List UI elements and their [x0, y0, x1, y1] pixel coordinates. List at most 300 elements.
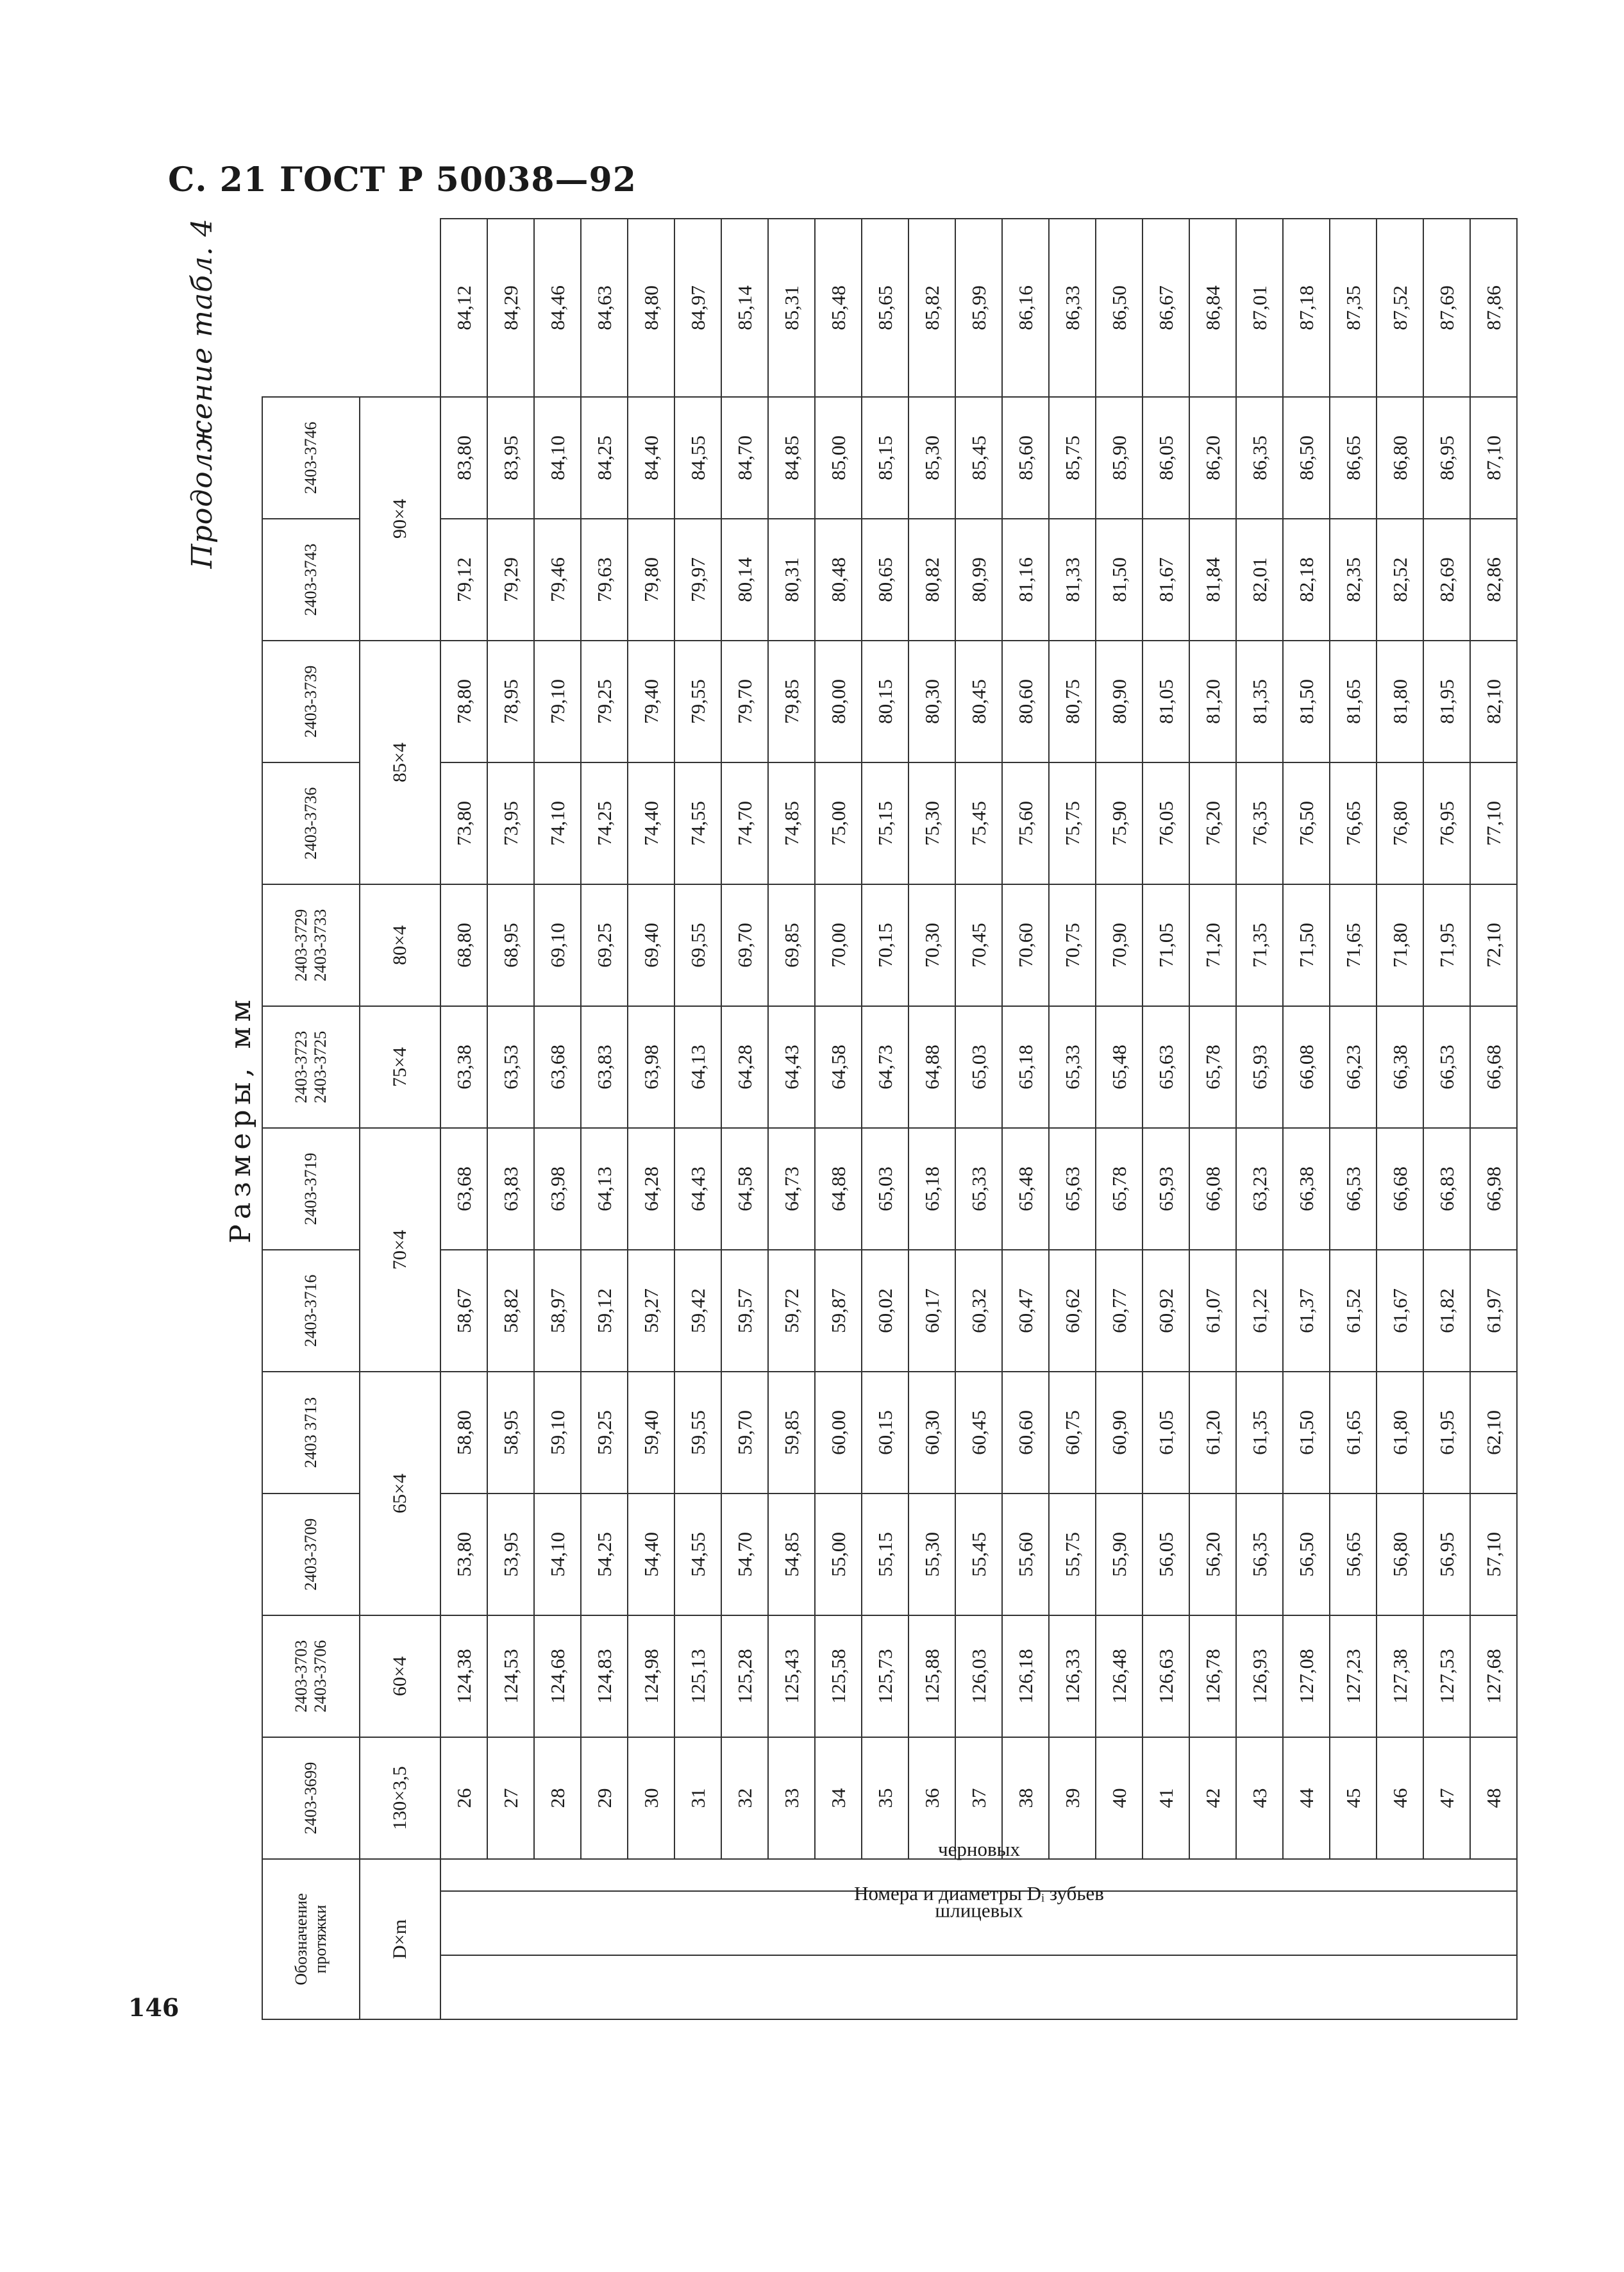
diameter-cell: 87,86 — [1470, 219, 1517, 397]
diameter-cell: 74,70 — [721, 762, 768, 884]
diameter-cell: 55,75 — [1049, 1494, 1096, 1615]
diameter-cell: 82,86 — [1470, 519, 1517, 641]
diameter-cell: 69,25 — [581, 884, 628, 1006]
diameter-cell: 87,52 — [1377, 219, 1423, 397]
diameter-cell: 65,93 — [1143, 1128, 1189, 1250]
column-code — [262, 519, 360, 641]
diameter-cell: 54,55 — [674, 1494, 721, 1615]
diameter-cell: 60,45 — [955, 1372, 1002, 1494]
diameter-cell: 86,95 — [1423, 397, 1470, 519]
column-code — [262, 1372, 360, 1494]
diameter-cell: 60,62 — [1049, 1250, 1096, 1372]
tooth-number: 40 — [1096, 1737, 1143, 1859]
diameter-cell: 63,68 — [534, 1006, 581, 1128]
diameter-cell: 81,84 — [1189, 519, 1236, 641]
diameter-cell: 63,53 — [487, 1006, 534, 1128]
diameter-cell: 126,78 — [1189, 1615, 1236, 1737]
diameter-cell: 59,85 — [768, 1372, 815, 1494]
diameter-cell: 55,30 — [908, 1494, 955, 1615]
diameter-cell: 87,69 — [1423, 219, 1470, 397]
rotated-table-area — [186, 218, 1505, 2020]
diameter-cell: 81,33 — [1049, 519, 1096, 641]
column-code-line: 2403-3723 — [292, 1031, 310, 1104]
diameter-cell: 76,35 — [1236, 762, 1283, 884]
diameter-cell: 77,10 — [1470, 762, 1517, 884]
diameter-cell: 66,08 — [1283, 1006, 1330, 1128]
diameter-cell: 65,48 — [1096, 1006, 1143, 1128]
diameter-cell: 61,82 — [1423, 1250, 1470, 1372]
column-code — [262, 1128, 360, 1250]
diameter-cell: 60,75 — [1049, 1372, 1096, 1494]
tooth-number: 35 — [862, 1737, 908, 1859]
diameter-cell: 75,60 — [1002, 762, 1049, 884]
diameter-cell: 86,65 — [1330, 397, 1377, 519]
column-code — [262, 397, 360, 519]
diameter-cell: 87,18 — [1283, 219, 1330, 397]
diameter-cell: 59,12 — [581, 1250, 628, 1372]
diameter-cell: 85,60 — [1002, 397, 1049, 519]
diameter-cell: 87,01 — [1236, 219, 1283, 397]
column-code-line: 2403-3733 — [311, 909, 330, 982]
diameter-cell: 71,80 — [1377, 884, 1423, 1006]
table-row — [1049, 219, 1096, 2019]
diameter-cell: 55,00 — [815, 1494, 862, 1615]
diameter-cell: 60,00 — [815, 1372, 862, 1494]
diameter-cell: 85,14 — [721, 219, 768, 397]
column-code-line: 2403-3709 — [301, 1518, 320, 1591]
tooth-number: 34 — [815, 1737, 862, 1859]
diameter-cell: 74,55 — [674, 762, 721, 884]
diameter-cell: 53,95 — [487, 1494, 534, 1615]
diameter-cell: 61,65 — [1330, 1372, 1377, 1494]
tooth-number: 43 — [1236, 1737, 1283, 1859]
column-code-line: 2403-3739 — [301, 665, 320, 738]
diameter-cell: 55,60 — [1002, 1494, 1049, 1615]
diameter-cell: 61,07 — [1189, 1250, 1236, 1372]
column-code — [262, 1250, 360, 1372]
diameter-cell: 81,67 — [1143, 519, 1189, 641]
diameter-cell: 65,48 — [1002, 1128, 1049, 1250]
diameter-cell: 82,10 — [1470, 641, 1517, 762]
diameter-cell: 66,53 — [1330, 1128, 1377, 1250]
diameter-cell: 126,18 — [1002, 1615, 1049, 1737]
size-cell: 85×4 — [360, 641, 440, 884]
diameter-cell: 65,18 — [908, 1128, 955, 1250]
column-code — [262, 884, 360, 1006]
diameter-cell: 63,98 — [534, 1128, 581, 1250]
diameter-cell: 68,80 — [440, 884, 487, 1006]
diameter-cell: 60,30 — [908, 1372, 955, 1494]
diameter-cell: 86,84 — [1189, 219, 1236, 397]
diameter-cell: 74,10 — [534, 762, 581, 884]
size-cell: 75×4 — [360, 1006, 440, 1128]
diameter-cell: 58,95 — [487, 1372, 534, 1494]
diameter-cell: 79,29 — [487, 519, 534, 641]
diameter-cell: 70,30 — [908, 884, 955, 1006]
diameter-cell: 69,70 — [721, 884, 768, 1006]
tooth-number: 45 — [1330, 1737, 1377, 1859]
diameter-cell: 80,15 — [862, 641, 908, 762]
column-code-line: 2403-3736 — [301, 787, 320, 860]
diameter-cell: 82,52 — [1377, 519, 1423, 641]
diameter-cell: 70,60 — [1002, 884, 1049, 1006]
diameter-cell: 80,48 — [815, 519, 862, 641]
tooth-number: 38 — [1002, 1737, 1049, 1859]
table-row — [1096, 219, 1143, 2019]
diameter-cell: 61,05 — [1143, 1372, 1189, 1494]
diameter-cell: 76,50 — [1283, 762, 1330, 884]
diameter-cell: 82,18 — [1283, 519, 1330, 641]
tooth-number: 31 — [674, 1737, 721, 1859]
diameter-cell: 65,63 — [1049, 1128, 1096, 1250]
diameter-cell: 70,15 — [862, 884, 908, 1006]
diameter-cell: 59,72 — [768, 1250, 815, 1372]
tooth-number: 41 — [1143, 1737, 1189, 1859]
side-label: Номера и диаметры Dᵢ зубьев — [853, 1882, 1104, 1905]
diameter-cell: 85,31 — [768, 219, 815, 397]
diameter-cell: 71,95 — [1423, 884, 1470, 1006]
table-row — [1377, 219, 1423, 2019]
diameter-cell: 81,50 — [1096, 519, 1143, 641]
diameter-cell: 66,08 — [1189, 1128, 1236, 1250]
tooth-number: 36 — [908, 1737, 955, 1859]
diameter-cell: 58,80 — [440, 1372, 487, 1494]
diameter-cell: 73,80 — [440, 762, 487, 884]
tooth-number: 47 — [1423, 1737, 1470, 1859]
diameter-cell: 79,70 — [721, 641, 768, 762]
diameter-cell: 60,92 — [1143, 1250, 1189, 1372]
diameter-cell: 81,20 — [1189, 641, 1236, 762]
splined-label-cell — [440, 1891, 1517, 1955]
diameter-cell: 124,98 — [628, 1615, 674, 1737]
diameter-cell: 81,95 — [1423, 641, 1470, 762]
table-row — [1470, 219, 1517, 2019]
diameter-cell: 60,02 — [862, 1250, 908, 1372]
diameter-cell: 74,25 — [581, 762, 628, 884]
diameter-cell: 54,25 — [581, 1494, 628, 1615]
diameter-cell: 58,82 — [487, 1250, 534, 1372]
diameter-cell: 79,40 — [628, 641, 674, 762]
table-row — [768, 219, 815, 2019]
diameter-cell: 66,38 — [1377, 1006, 1423, 1128]
diameter-cell: 70,75 — [1049, 884, 1096, 1006]
diameter-cell: 58,97 — [534, 1250, 581, 1372]
diameter-cell: 78,80 — [440, 641, 487, 762]
diameter-cell: 68,95 — [487, 884, 534, 1006]
diameter-cell: 73,95 — [487, 762, 534, 884]
diameter-cell: 56,80 — [1377, 1494, 1423, 1615]
diameter-cell: 80,30 — [908, 641, 955, 762]
table-row — [1236, 219, 1283, 2019]
table-row — [1423, 219, 1470, 2019]
diameter-cell: 85,15 — [862, 397, 908, 519]
diameter-cell: 86,80 — [1377, 397, 1423, 519]
tooth-number: 26 — [440, 1737, 487, 1859]
column-code-line: 2403-3719 — [301, 1152, 320, 1225]
diameter-cell: 84,10 — [534, 397, 581, 519]
diameter-cell: 61,50 — [1283, 1372, 1330, 1494]
diameter-cell: 124,53 — [487, 1615, 534, 1737]
column-code-line: 2403-3743 — [301, 543, 320, 616]
tooth-number: 29 — [581, 1737, 628, 1859]
tooth-number: 32 — [721, 1737, 768, 1859]
diameter-cell: 79,55 — [674, 641, 721, 762]
diameter-cell: 60,32 — [955, 1250, 1002, 1372]
tooth-number: 42 — [1189, 1737, 1236, 1859]
diameter-cell: 84,85 — [768, 397, 815, 519]
diameter-cell: 127,68 — [1470, 1615, 1517, 1737]
diameter-cell: 125,73 — [862, 1615, 908, 1737]
diameter-cell: 85,48 — [815, 219, 862, 397]
dm-label: D×m — [360, 1859, 440, 2019]
diameter-cell: 59,10 — [534, 1372, 581, 1494]
diameter-cell: 64,28 — [721, 1006, 768, 1128]
diameter-cell: 61,52 — [1330, 1250, 1377, 1372]
table-row — [487, 219, 534, 2019]
diameter-cell: 84,40 — [628, 397, 674, 519]
diameter-cell: 55,45 — [955, 1494, 1002, 1615]
diameter-cell: 85,82 — [908, 219, 955, 397]
column-code-line: 2403-3706 — [311, 1640, 330, 1713]
column-code-line: 2403 3713 — [301, 1397, 320, 1468]
diameter-cell: 81,80 — [1377, 641, 1423, 762]
diameter-cell: 81,50 — [1283, 641, 1330, 762]
diameter-cell: 82,69 — [1423, 519, 1470, 641]
diameter-cell: 54,10 — [534, 1494, 581, 1615]
diameter-cell: 127,53 — [1423, 1615, 1470, 1737]
diameter-cell: 59,57 — [721, 1250, 768, 1372]
diameter-cell: 61,20 — [1189, 1372, 1236, 1494]
column-code-line: 2403-3725 — [311, 1031, 330, 1104]
diameter-cell: 126,33 — [1049, 1615, 1096, 1737]
diameter-cell: 79,25 — [581, 641, 628, 762]
diameter-cell: 64,43 — [674, 1128, 721, 1250]
size-header-row — [360, 219, 440, 2019]
diameter-cell: 83,80 — [440, 397, 487, 519]
diameter-cell: 64,73 — [862, 1006, 908, 1128]
table-row — [1283, 219, 1330, 2019]
diameter-cell: 69,55 — [674, 884, 721, 1006]
diameter-cell: 70,45 — [955, 884, 1002, 1006]
diameter-cell: 64,88 — [908, 1006, 955, 1128]
diameter-cell: 65,33 — [1049, 1006, 1096, 1128]
diameter-cell: 59,25 — [581, 1372, 628, 1494]
diameter-cell: 80,31 — [768, 519, 815, 641]
table-row — [955, 219, 1002, 2019]
page-header: С. 21 ГОСТ Р 50038—92 — [168, 160, 637, 199]
rough-label: черновых — [937, 1838, 1020, 1861]
table-row — [908, 219, 955, 2019]
diameter-cell: 61,22 — [1236, 1250, 1283, 1372]
diameter-cell: 64,13 — [674, 1006, 721, 1128]
diameter-cell: 84,55 — [674, 397, 721, 519]
diameter-cell: 75,30 — [908, 762, 955, 884]
diameter-cell: 79,80 — [628, 519, 674, 641]
diameter-cell: 64,13 — [581, 1128, 628, 1250]
diameter-cell: 64,28 — [628, 1128, 674, 1250]
diameter-cell: 80,90 — [1096, 641, 1143, 762]
diameter-cell: 59,70 — [721, 1372, 768, 1494]
diameter-cell: 63,83 — [487, 1128, 534, 1250]
column-code-line: 2403-3729 — [292, 909, 310, 982]
diameter-cell: 126,03 — [955, 1615, 1002, 1737]
size-cell: 70×4 — [360, 1128, 440, 1372]
table-row — [815, 219, 862, 2019]
diameter-cell: 79,10 — [534, 641, 581, 762]
diameter-cell: 57,10 — [1470, 1494, 1517, 1615]
diameter-cell: 80,99 — [955, 519, 1002, 641]
diameter-cell: 124,38 — [440, 1615, 487, 1737]
diameter-cell: 85,75 — [1049, 397, 1096, 519]
diameter-cell: 56,20 — [1189, 1494, 1236, 1615]
diameter-cell: 76,95 — [1423, 762, 1470, 884]
diameter-cell: 54,40 — [628, 1494, 674, 1615]
diameter-cell: 75,00 — [815, 762, 862, 884]
diameter-cell: 65,03 — [862, 1128, 908, 1250]
diameter-cell: 63,98 — [628, 1006, 674, 1128]
diameter-cell: 81,05 — [1143, 641, 1189, 762]
diameter-cell: 65,93 — [1236, 1006, 1283, 1128]
tooth-number: 37 — [955, 1737, 1002, 1859]
diameter-cell: 60,47 — [1002, 1250, 1049, 1372]
diameter-cell: 76,20 — [1189, 762, 1236, 884]
column-code-line: 2403-3716 — [301, 1274, 320, 1347]
page-number: 146 — [128, 1993, 180, 2022]
diameter-cell: 63,68 — [440, 1128, 487, 1250]
diameter-cell: 84,29 — [487, 219, 534, 397]
diameter-cell: 71,50 — [1283, 884, 1330, 1006]
tooth-number: 28 — [534, 1737, 581, 1859]
diameter-cell: 59,55 — [674, 1372, 721, 1494]
corner-label: Обозначение протяжки — [262, 1859, 360, 2019]
diameter-cell: 80,82 — [908, 519, 955, 641]
diameter-cell: 61,80 — [1377, 1372, 1423, 1494]
diameter-cell: 53,80 — [440, 1494, 487, 1615]
diameter-cell: 86,50 — [1283, 397, 1330, 519]
diameter-cell: 66,68 — [1377, 1128, 1423, 1250]
diameter-cell: 54,85 — [768, 1494, 815, 1615]
diameter-cell: 71,65 — [1330, 884, 1377, 1006]
diameter-cell: 61,97 — [1470, 1250, 1517, 1372]
table-continuation-label: Продолжение табл. 4 — [186, 218, 219, 569]
diameter-cell: 60,60 — [1002, 1372, 1049, 1494]
diameter-cell: 80,45 — [955, 641, 1002, 762]
diameter-cell: 75,90 — [1096, 762, 1143, 884]
diameter-cell: 126,63 — [1143, 1615, 1189, 1737]
size-cell: 90×4 — [360, 397, 440, 641]
diameter-cell: 85,99 — [955, 219, 1002, 397]
diameter-cell: 124,68 — [534, 1615, 581, 1737]
table-row — [862, 219, 908, 2019]
diameter-cell: 60,90 — [1096, 1372, 1143, 1494]
table-row — [440, 219, 487, 2019]
diameter-cell: 65,03 — [955, 1006, 1002, 1128]
diameter-cell: 84,46 — [534, 219, 581, 397]
diameter-cell: 65,63 — [1143, 1006, 1189, 1128]
diameter-cell: 86,20 — [1189, 397, 1236, 519]
column-code — [262, 1737, 360, 1859]
size-cell: 65×4 — [360, 1372, 440, 1615]
table-row — [674, 219, 721, 2019]
diameter-cell: 64,58 — [815, 1006, 862, 1128]
code-header-row — [262, 219, 360, 2019]
diameter-cell: 82,01 — [1236, 519, 1283, 641]
column-code-line: 2403-3699 — [301, 1762, 320, 1835]
diameter-cell: 60,15 — [862, 1372, 908, 1494]
diameter-cell: 70,00 — [815, 884, 862, 1006]
column-code — [262, 762, 360, 884]
diameter-cell: 60,77 — [1096, 1250, 1143, 1372]
column-code — [262, 1615, 360, 1737]
size-cell: 80×4 — [360, 884, 440, 1006]
diameter-cell: 127,23 — [1330, 1615, 1377, 1737]
diameter-cell: 86,50 — [1096, 219, 1143, 397]
diameter-cell: 80,14 — [721, 519, 768, 641]
diameter-cell: 59,42 — [674, 1250, 721, 1372]
splined-label: шлицевых — [934, 1899, 1023, 1922]
diameter-cell: 85,45 — [955, 397, 1002, 519]
column-code — [262, 1006, 360, 1128]
diameter-cell: 61,67 — [1377, 1250, 1423, 1372]
table-row — [1002, 219, 1049, 2019]
diameter-cell: 65,33 — [955, 1128, 1002, 1250]
diameter-cell: 79,46 — [534, 519, 581, 641]
diameter-cell: 56,50 — [1283, 1494, 1330, 1615]
tooth-number: 30 — [628, 1737, 674, 1859]
diameter-cell: 84,25 — [581, 397, 628, 519]
diameter-cell: 60,17 — [908, 1250, 955, 1372]
tooth-number: 46 — [1377, 1737, 1423, 1859]
diameter-cell: 65,18 — [1002, 1006, 1049, 1128]
diameter-cell: 75,75 — [1049, 762, 1096, 884]
table-row — [628, 219, 674, 2019]
diameter-cell: 61,37 — [1283, 1250, 1330, 1372]
diameter-cell: 85,30 — [908, 397, 955, 519]
diameter-cell: 84,63 — [581, 219, 628, 397]
diameter-cell: 66,23 — [1330, 1006, 1377, 1128]
diameter-cell: 64,73 — [768, 1128, 815, 1250]
diameter-cell: 64,43 — [768, 1006, 815, 1128]
diameter-cell: 86,67 — [1143, 219, 1189, 397]
table-row — [1330, 219, 1377, 2019]
diameter-cell: 78,95 — [487, 641, 534, 762]
diameter-cell: 84,80 — [628, 219, 674, 397]
size-cell: 60×4 — [360, 1615, 440, 1737]
diameter-cell: 55,15 — [862, 1494, 908, 1615]
diameter-cell: 75,45 — [955, 762, 1002, 884]
diameter-cell: 87,35 — [1330, 219, 1377, 397]
diameter-cell: 125,43 — [768, 1615, 815, 1737]
diameter-cell: 125,58 — [815, 1615, 862, 1737]
diameter-cell: 80,65 — [862, 519, 908, 641]
diameter-cell: 56,95 — [1423, 1494, 1470, 1615]
diameter-cell: 86,33 — [1049, 219, 1096, 397]
diameter-cell: 69,85 — [768, 884, 815, 1006]
diameter-cell: 72,10 — [1470, 884, 1517, 1006]
diameter-cell: 64,88 — [815, 1128, 862, 1250]
diameter-cell: 84,70 — [721, 397, 768, 519]
diameter-cell: 84,12 — [440, 219, 487, 397]
diameter-cell: 63,83 — [581, 1006, 628, 1128]
diameter-cell: 71,35 — [1236, 884, 1283, 1006]
table-row — [1143, 219, 1189, 2019]
diameter-cell: 86,05 — [1143, 397, 1189, 519]
diameter-cell: 71,20 — [1189, 884, 1236, 1006]
diameter-cell: 70,90 — [1096, 884, 1143, 1006]
tooth-number: 44 — [1283, 1737, 1330, 1859]
diameter-cell: 81,65 — [1330, 641, 1377, 762]
diameter-cell: 86,16 — [1002, 219, 1049, 397]
